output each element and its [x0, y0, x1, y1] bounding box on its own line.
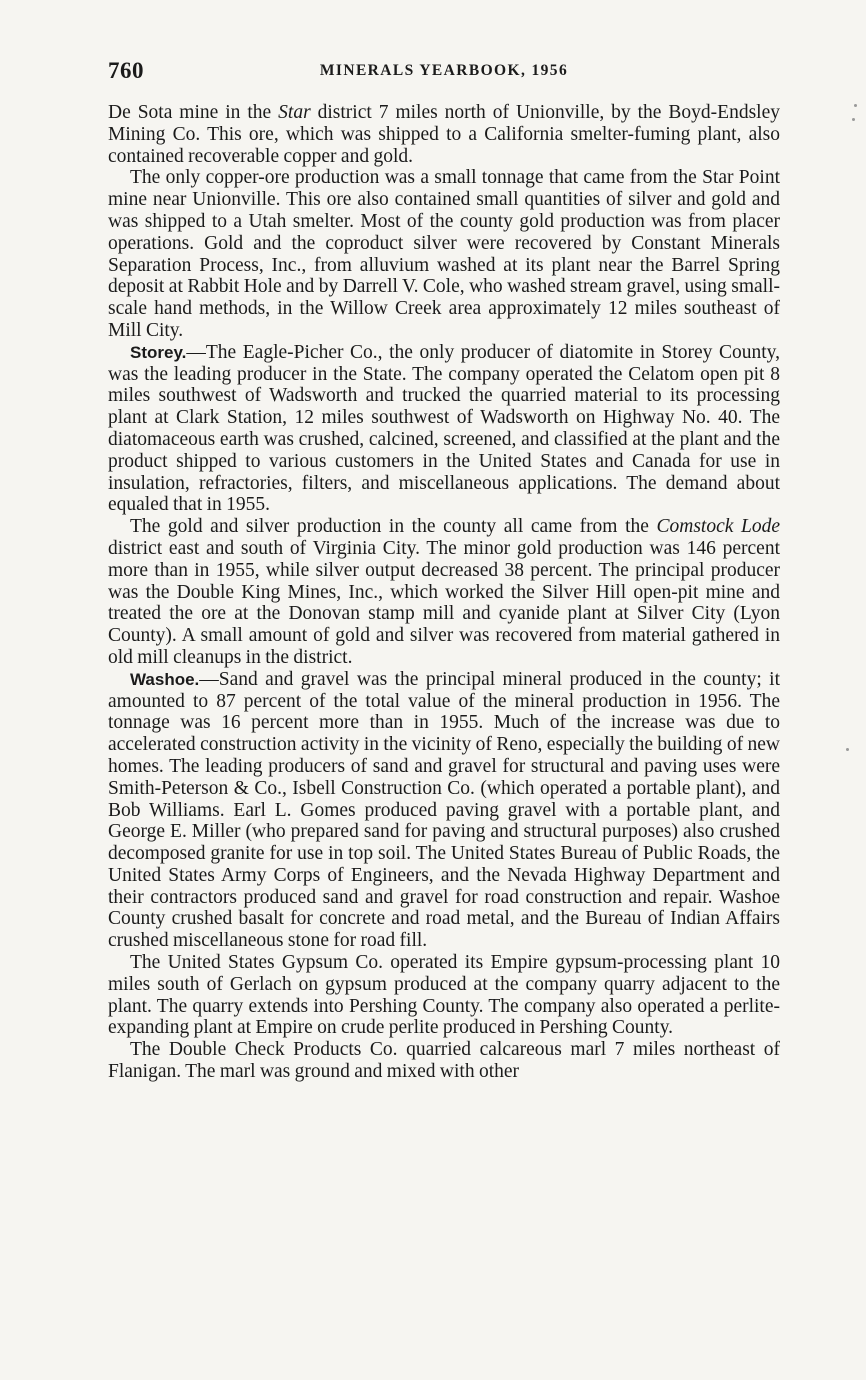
- scan-speck: [846, 748, 849, 751]
- scan-speck: [852, 118, 855, 121]
- paragraph: [108, 167, 780, 341]
- paragraph: [108, 1039, 780, 1083]
- text-run: The Double Check Products Co. quarried calcareous marl 7 miles northeast of Flanigan. The marl was ground and mixed with other: [108, 1039, 780, 1083]
- running-head: MINERALS YEARBOOK, 1956: [319, 62, 569, 79]
- body-text: [108, 102, 780, 1083]
- text-run: The gold and silver production in the county all came from the: [130, 516, 657, 538]
- paragraph: [108, 952, 780, 1039]
- page-header: [108, 58, 780, 88]
- page-number: 760: [108, 58, 144, 83]
- section-heading: Storey.: [130, 342, 187, 362]
- text-run: district 7 miles north of Unionville, by the Boyd-Endsley Mining Co. This ore, which was shipped to a California smelter-fuming plant, also contained recoverable copper and gold.: [108, 102, 780, 167]
- text-run: The only copper-ore production was a small tonnage that came from the Star Point mine near Unionville. This ore also contained small quantities of silver and gold and was shipped to a Utah smelter. Most of the county gold production was from placer operations. Gold and the coproduct silver were recovered by Constant Minerals Separation Process, Inc., from alluvium washed at its plant near the Barrel Spring deposit at Rabbit Hole and by Darrell V. Cole, who washed stream gravel, using small-scale hand methods, in the Willow Creek area approximately 12 miles southeast of Mill City.: [108, 167, 780, 341]
- paragraph: [108, 102, 780, 167]
- paragraph: [108, 342, 780, 516]
- section-heading: Washoe.: [130, 669, 200, 689]
- paragraph: [108, 516, 780, 669]
- paragraph: [108, 669, 780, 952]
- text-run: The United States Gypsum Co. operated its Empire gypsum-processing plant 10 miles south of Gerlach on gypsum produced at the company quarry adjacent to the plant. The quarry extends into Pershing County. The company also operated a perlite-expanding plant at Empire on crude perlite produced in Pershing County.: [108, 952, 780, 1039]
- italic-text: Star: [278, 102, 311, 123]
- text-run: —Sand and gravel was the principal mineral produced in the county; it amounted to 87 percent of the total value of the mineral production in 1956. The tonnage was 16 percent more than in 1955. Much of the increase was due to accelerated construction activity in the vicinity of Reno, especially the building of new homes. The leading producers of sand and gravel for structural and paving uses were Smith-Peterson & Co., Isbell Construction Co. (which operated a portable plant), and Bob Williams. Earl L. Gomes produced paving gravel with a portable plant, and George E. Miller (who prepared sand for paving and structural purposes) also crushed decomposed granite for use in top soil. The United States Bureau of Public Roads, the United States Army Corps of Engineers, and the Nevada Highway Department and their contractors produced sand and gravel for road construction and repair. Washoe County crushed basalt for concrete and road metal, and the Bureau of Indian Affairs crushed miscellaneous stone for road fill.: [108, 668, 780, 952]
- text-run: —The Eagle-Picher Co., the only producer of diatomite in Storey County, was the leading producer in the State. The company operated the Celatom open pit 8 miles southwest of Wadsworth and trucked the quarried material to its processing plant at Clark Station, 12 miles southwest of Wadsworth on Highway No. 40. The diatomaceous earth was crushed, calcined, screened, and classified at the plant and the product shipped to various customers in the United States and Canada for use in insulation, refractories, filters, and miscellaneous applications. The demand about equaled that in 1955.: [108, 341, 780, 516]
- italic-text: Comstock Lode: [656, 516, 780, 538]
- scan-speck: [854, 104, 857, 107]
- text-run: district east and south of Virginia City. The minor gold production was 146 percent more than in 1955, while silver output decreased 38 percent. The principal producer was the Double King Mines, Inc., which worked the Silver Hill open-pit mine and treated the ore at the Donovan stamp mill and cyanide plant at Silver City (Lyon County). A small amount of gold and silver was recovered from material gathered in old mill cleanups in the district.: [108, 537, 780, 668]
- text-run: De Sota mine in the: [108, 102, 279, 123]
